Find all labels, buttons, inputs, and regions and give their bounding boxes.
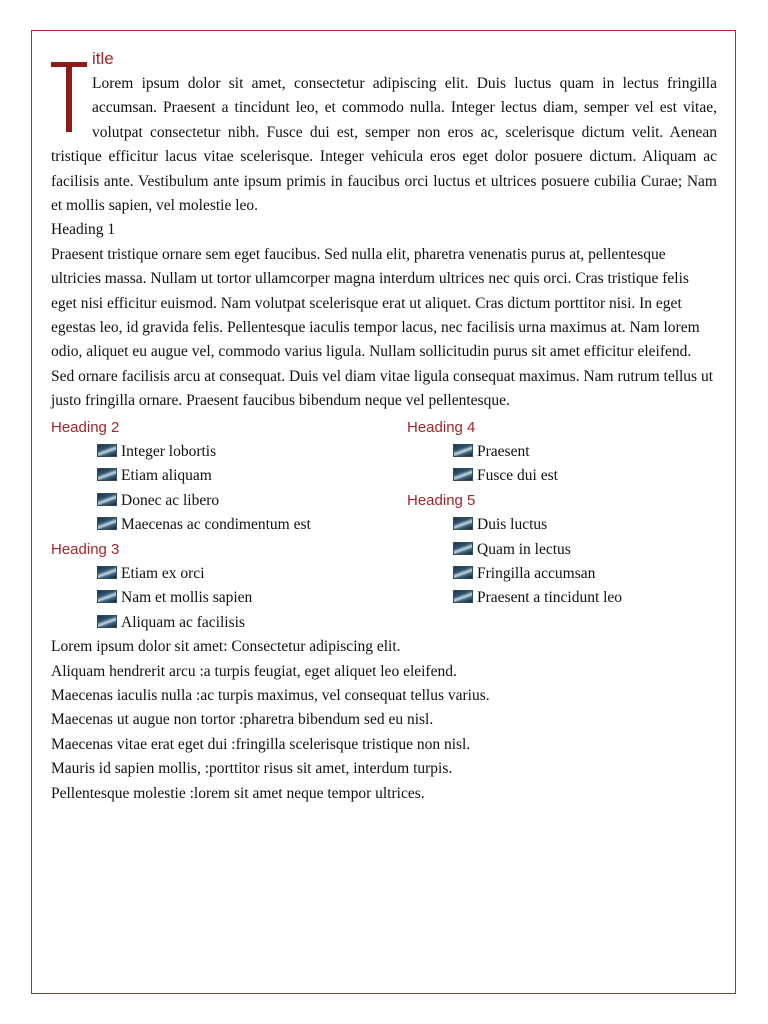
list-item: Maecenas ac condimentum est: [97, 513, 407, 537]
image-bullet-icon: [453, 444, 473, 457]
list-item: Quam in lectus: [453, 538, 717, 562]
document-content: [51, 46, 717, 806]
list-item: Nam et mollis sapien: [97, 586, 407, 610]
definition-list: [51, 635, 717, 806]
image-bullet-icon: [453, 566, 473, 579]
heading-4-list: [407, 440, 717, 489]
list-item: Etiam ex orci: [97, 562, 407, 586]
image-bullet-icon: [97, 590, 117, 603]
image-bullet-icon: [97, 566, 117, 579]
image-bullet-icon: [97, 493, 117, 506]
heading-3-list: [51, 562, 407, 635]
definition-line: Maecenas ut augue non tortor :pharetra bibendum sed eu nisl.: [51, 711, 434, 729]
intro-block: [51, 46, 717, 218]
list-item: Praesent: [453, 440, 717, 464]
image-bullet-icon: [97, 615, 117, 628]
definition-line: Lorem ipsum dolor sit amet: Consectetur adipiscing elit.: [51, 638, 401, 656]
list-item: Fringilla accumsan: [453, 562, 717, 586]
definition-line: Maecenas iaculis nulla :ac turpis maximus, vel consequat tellus varius.: [51, 686, 490, 704]
image-bullet-icon: [97, 468, 117, 481]
heading-5: Heading 5: [407, 491, 476, 509]
two-column-lists: [51, 416, 717, 636]
image-bullet-icon: [453, 517, 473, 530]
right-column: [407, 416, 717, 636]
list-item: Aliquam ac facilisis: [97, 611, 407, 635]
heading-1: Heading 1: [51, 221, 116, 239]
body-paragraph: Praesent tristique ornare sem eget faucibus. Sed nulla elit, pharetra venenatis purus at, pellentesque ultricies massa. Nullam ut tortor ullamcorper magna interdum ultrices nec quis orci. Cras tristique felis eget nisi efficitur euismod. Nam volutpat scelerisque erat ut aliquet. Cras dictum porttitor nisi. In eget egestas leo, id gravida felis. Pellentesque iaculis tempor lacus, nec facilisis urna maximus at. Nam lorem odio, aliquet eu augue vel, commodo varius ligula. Nullam sollicitudin purus sit amet efficitur eleifend. Sed ornare facilisis arcu at consequat. Duis vel diam vitae ligula consequat maximus. Nam rutrum tellus ut justo fringilla ornare. Praesent faucibus bibendum neque vel pellentesque.: [51, 245, 714, 410]
image-bullet-icon: [453, 468, 473, 481]
image-bullet-icon: [97, 444, 117, 457]
image-bullet-icon: [453, 542, 473, 555]
list-item: Etiam aliquam: [97, 464, 407, 488]
list-item: Fusce dui est: [453, 464, 717, 488]
heading-3: Heading 3: [51, 540, 120, 558]
list-item: Integer lobortis: [97, 440, 407, 464]
definition-line: Mauris id sapien mollis, :porttitor risus sit amet, interdum turpis.: [51, 760, 453, 778]
list-item: Donec ac libero: [97, 489, 407, 513]
definition-line: Aliquam hendrerit arcu :a turpis feugiat, eget aliquet leo eleifend.: [51, 662, 457, 680]
intro-paragraph: Lorem ipsum dolor sit amet, consectetur adipiscing elit. Duis luctus quam in lectus fringilla accumsan. Praesent a tincidunt leo, et commodo nulla. Integer lectus diam, semper vel est vitae, volutpat consectetur nibh. Fusce dui est, semper non eros ac, scelerisque dictum velit. Aenean tristique efficitur lacus vitae scelerisque. Integer vehicula eros eget dolor posuere dictum. Aliquam ac facilisis ante. Vestibulum ante ipsum primis in faucibus orci luctus et ultrices posuere cubilia Curae; Nam et mollis sapien, vel molestie leo.: [51, 75, 717, 215]
heading-2: Heading 2: [51, 418, 120, 436]
title-dropcap: [51, 62, 91, 134]
definition-line: Maecenas vitae erat eget dui :fringilla scelerisque tristique non nisl.: [51, 735, 471, 753]
image-bullet-icon: [97, 517, 117, 530]
title-text: itle: [92, 49, 114, 68]
definition-line: Pellentesque molestie :lorem sit amet neque tempor ultrices.: [51, 784, 425, 802]
image-bullet-icon: [453, 590, 473, 603]
list-item: Praesent a tincidunt leo: [453, 586, 717, 610]
heading-2-list: [51, 440, 407, 538]
heading-5-list: [407, 513, 717, 611]
list-item: Duis luctus: [453, 513, 717, 537]
left-column: [51, 416, 407, 636]
heading-4: Heading 4: [407, 418, 476, 436]
